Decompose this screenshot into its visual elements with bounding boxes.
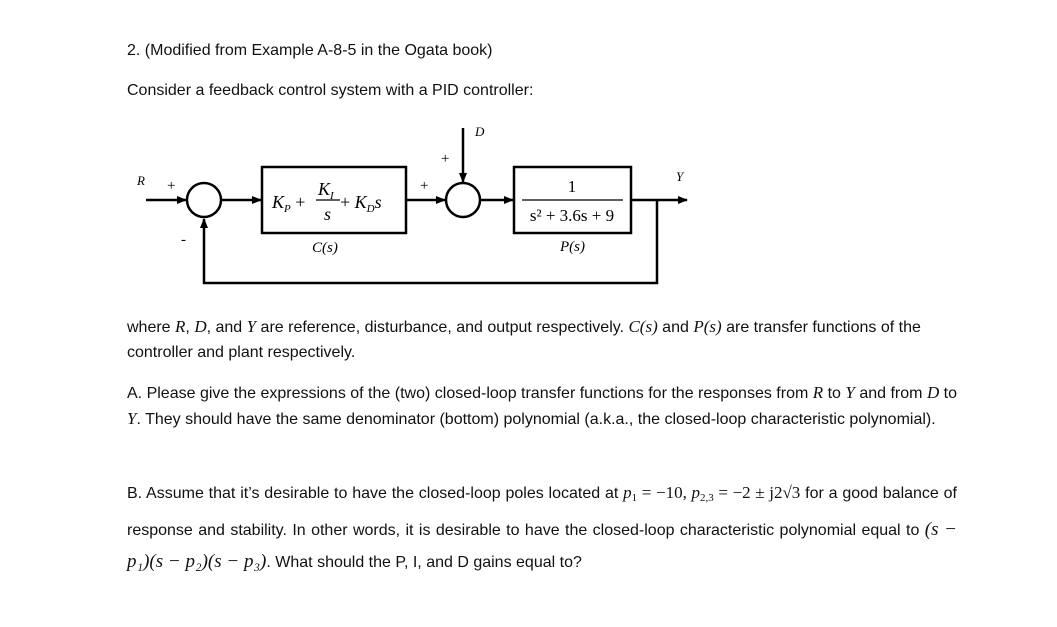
minus-feedback: - [181,232,186,248]
controller-expression: $K_P$ + [272,192,306,215]
label-r: R [137,173,145,188]
label-d: D [475,124,485,139]
where-paragraph: where R, D, and Y are reference, disturbance, and output respectively. C(s) and P(s) are transfer functions of the controller and plant respectively. [127,317,921,361]
controller-den-s: s [324,204,332,224]
summing-junction-1 [187,183,221,217]
label-y: Y [676,169,684,184]
controller-label: C(s) [312,240,338,256]
controller-ki: $K_I$ [318,179,334,202]
plant-denominator: s² + 3.6s + 9 [529,206,615,225]
problem-heading: 2. (Modified from Example A-8-5 in the Ogata book) [127,42,493,59]
plant-numerator: 1 [567,177,577,196]
intro-text: Consider a feedback control system with a PID controller: [127,82,534,99]
plus-d: + [441,151,450,167]
summing-junction-2 [446,183,480,217]
controller-kd: + $K_Ds$ [340,192,382,215]
plant-label: P(s) [560,239,585,255]
part-a-paragraph: A. Please give the expressions of the (two) closed-loop transfer functions for the responses from R to Y and from D to Y. They should have the same denominator (bottom) polynomial (a.k.a., the closed-loop characteristic polynomial). [127,383,958,428]
part-b-paragraph: B. Assume that it’s desirable to have the closed-loop poles located at $p_1 = -10$, $p_{2,3} = -2 \pm j2√3$ for a good balance of response and stability. In other words, it is desirable to have the closed-loop characteristic polynomial equal to (s − p₁)(s − p₂)(s − p₃). What should the P, I, and D gains equal to? [127,483,958,572]
block-diagram [0,0,1057,300]
plus-c: + [420,178,429,194]
plus-r: + [167,178,176,194]
